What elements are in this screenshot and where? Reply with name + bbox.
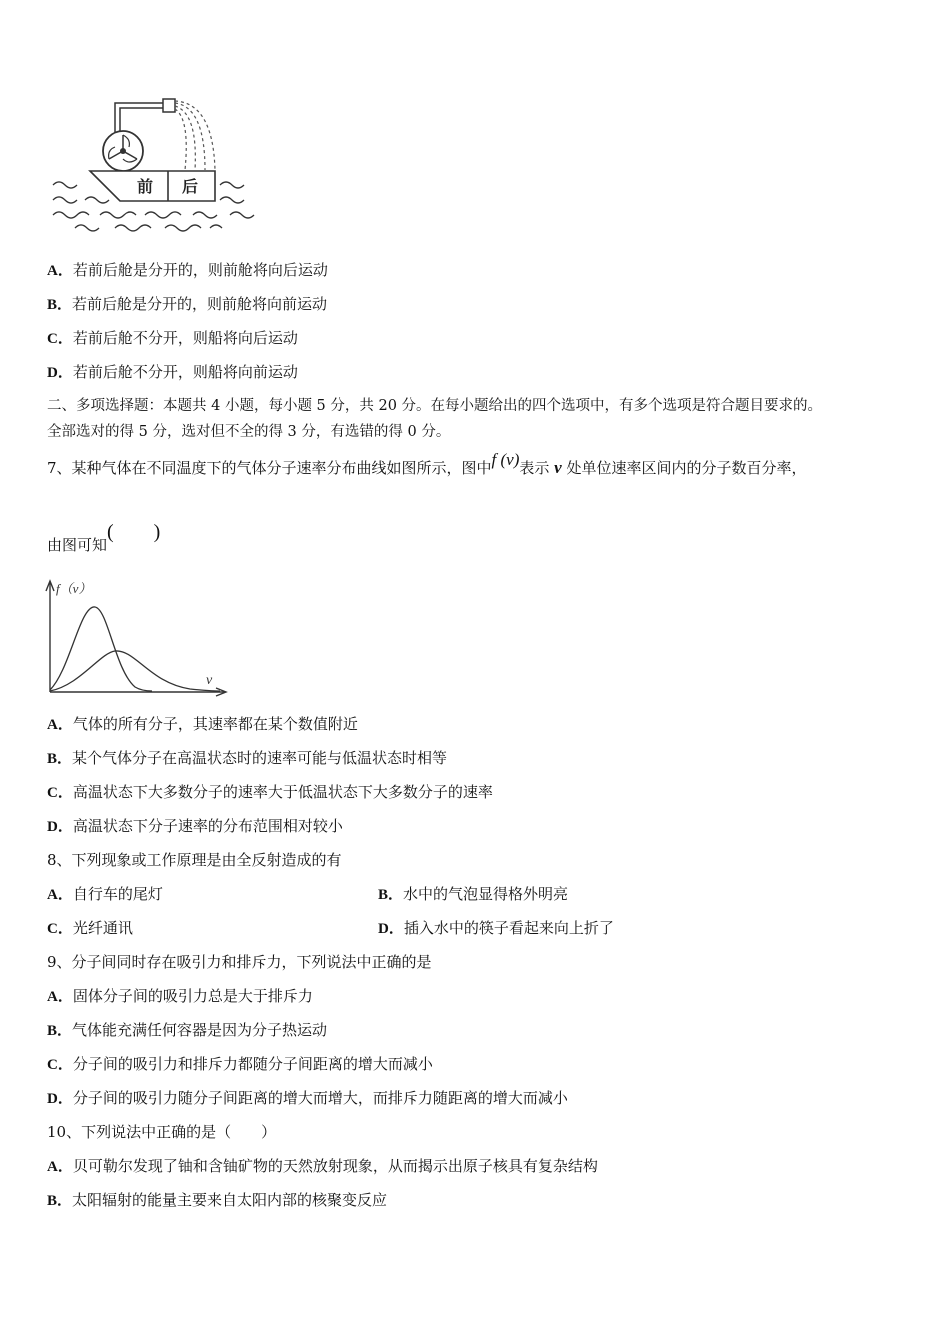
graph-x-label: v <box>206 673 213 688</box>
q10-stem: 10、下列说法中正确的是（ ） <box>47 1123 277 1141</box>
high-temp-curve <box>50 651 220 691</box>
speed-distribution-graph <box>40 575 240 700</box>
q6-option-c: C．若前后舱不分开，则船将向后运动 <box>47 329 298 347</box>
q8-stem: 8、下列现象或工作原理是由全反射造成的有 <box>47 851 342 869</box>
q9-option-b: B．气体能充满任何容器是因为分子热运动 <box>47 1021 328 1039</box>
q7-option-b: B．某个气体分子在高温状态时的速率可能与低温状态时相等 <box>47 749 448 767</box>
low-temp-curve <box>50 607 152 691</box>
q10-option-a: A．贝可勒尔发现了铀和含铀矿物的天然放射现象，从而揭示出原子核具有复杂结构 <box>47 1157 598 1175</box>
q8-option-b: B．水中的气泡显得格外明亮 <box>378 885 569 903</box>
q9-option-d: D．分子间的吸引力随分子间距离的增大而增大，而排斥力随距离的增大而减小 <box>47 1089 568 1107</box>
q7-option-d: D．高温状态下分子速率的分布范围相对较小 <box>47 817 343 835</box>
q7-stem-line2: 由图可知( ) <box>47 521 161 554</box>
q9-option-c: C．分子间的吸引力和排斥力都随分子间距离的增大而减小 <box>47 1055 433 1073</box>
q6-option-d: D．若前后舱不分开，则船将向前运动 <box>47 363 298 381</box>
section2-line2: 全部选对的得 5 分，选对但不全的得 3 分，有选错的得 0 分。 <box>47 424 451 440</box>
q6-option-a: A．若前后舱是分开的，则前舱将向后运动 <box>47 261 328 279</box>
graph-y-label: f（v） <box>56 581 92 596</box>
q8-option-c: C．光纤通讯 <box>47 919 133 937</box>
q9-stem: 9、分子间同时存在吸引力和排斥力，下列说法中正确的是 <box>47 953 432 971</box>
q7-option-c: C．高温状态下大多数分子的速率大于低温状态下大多数分子的速率 <box>47 783 493 801</box>
q6-option-b: B．若前后舱是分开的，则前舱将向前运动 <box>47 295 328 313</box>
front-cabin-label: 前 <box>137 177 154 196</box>
section2-line1: 二、多项选择题：本题共 4 小题，每小题 5 分，共 20 分。在每小题给出的四个选项中，有多个选项是符合题目要求的。 <box>47 398 823 414</box>
boat-figure <box>45 95 260 235</box>
q8-option-d: D．插入水中的筷子看起来向上折了 <box>378 919 614 937</box>
q9-option-a: A．固体分子间的吸引力总是大于排斥力 <box>47 987 313 1005</box>
back-cabin-label: 后 <box>182 177 199 196</box>
q7-fv-symbol: f (v) <box>491 450 520 469</box>
q10-option-b: B．太阳辐射的能量主要来自太阳内部的核聚变反应 <box>47 1191 388 1209</box>
q7-stem: 7、某种气体在不同温度下的气体分子速率分布曲线如图所示，图中f (v)表示 v 处单位速率区间内的分子数百分率， <box>47 450 807 477</box>
q7-answer-paren: ( ) <box>107 521 161 543</box>
q7-option-a: A．气体的所有分子，其速率都在某个数值附近 <box>47 715 358 733</box>
q8-option-a: A．自行车的尾灯 <box>47 885 163 903</box>
